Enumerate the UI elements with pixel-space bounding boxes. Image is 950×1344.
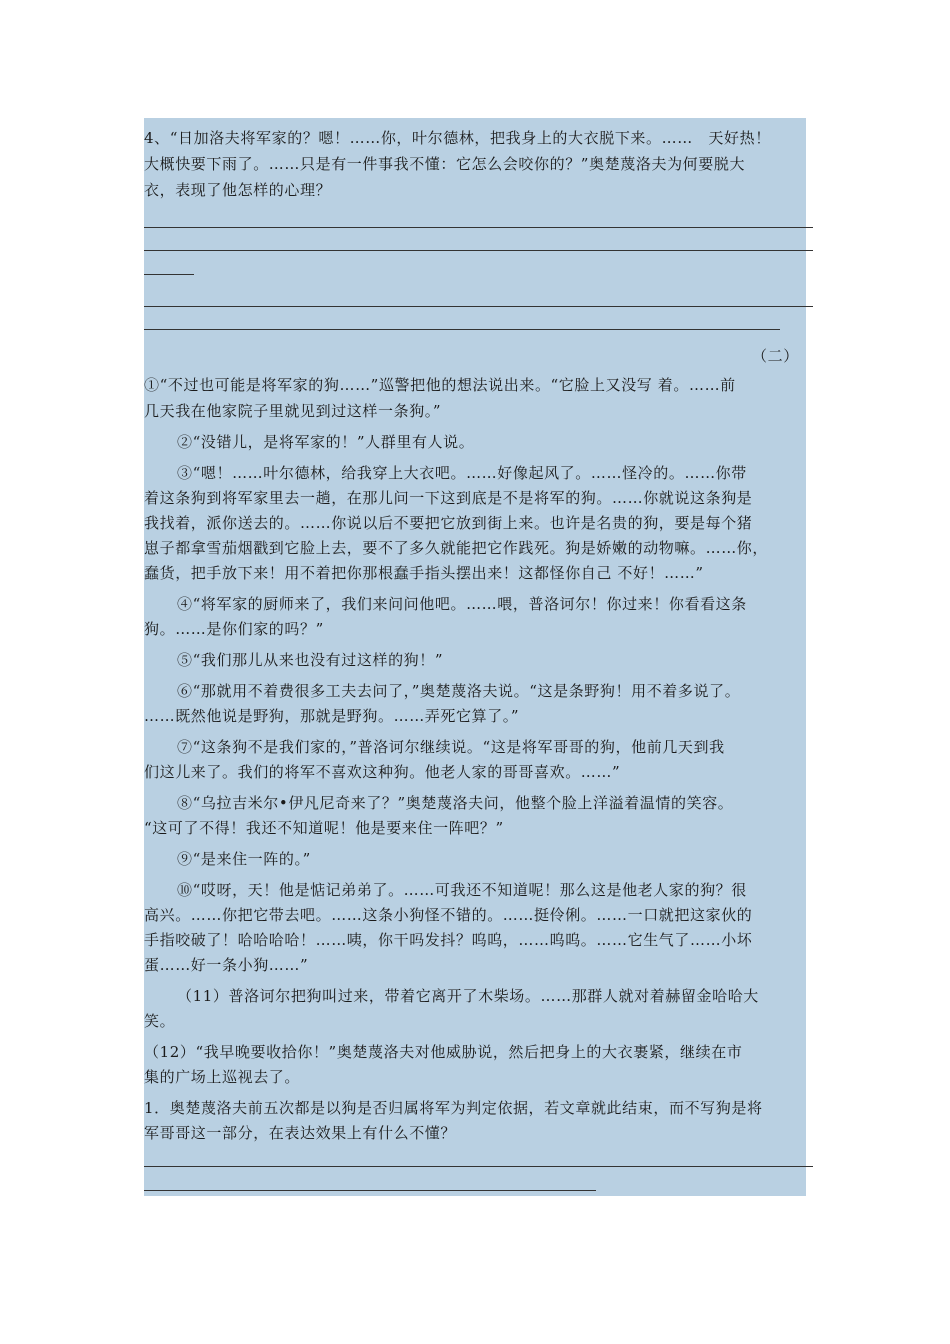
passage-line: 狗。……是你们家的吗？” [144, 620, 324, 638]
passage-line: （11）普洛诃尔把狗叫过来，带着它离开了木柴场。……那群人就对着赫留金哈哈大 [177, 987, 759, 1005]
passage-line: ⑧“乌拉吉米尔•伊凡尼奇来了？”奥楚蔑洛夫问，他整个脸上洋溢着温情的笑容。 [177, 794, 734, 812]
passage-line: ⑦“这条狗不是我们家的，”普洛诃尔继续说。“这是将军哥哥的狗，他前几天到我 [177, 738, 725, 756]
passage-line: 集的广场上巡视去了。 [144, 1068, 301, 1086]
question4-line1: 4、“日加洛夫将军家的？嗯！……你，叶尔德林，把我身上的大衣脱下来。…… 天好热！ [144, 129, 771, 147]
answer-line[interactable] [144, 227, 813, 228]
passage-line: ③“嗯！……叶尔德林，给我穿上大衣吧。……好像起风了。……怪冷的。……你带 [177, 464, 747, 482]
passage-line: 们这儿来了。我们的将军不喜欢这种狗。他老人家的哥哥喜欢。……” [144, 763, 621, 781]
passage-line: ②“没错儿，是将军家的！”人群里有人说。 [177, 433, 475, 451]
passage-line: （12）“我早晚要收拾你！”奥楚蔑洛夫对他威胁说，然后把身上的大衣裹紧，继续在市 [144, 1043, 743, 1061]
passage-line: ⑥“那就用不着费很多工夫去问了，”奥楚蔑洛夫说。“这是条野狗！用不着多说了。 [177, 682, 741, 700]
passage-line: ④“将军家的厨师来了，我们来问问他吧。……喂，普洛诃尔！你过来！你看看这条 [177, 595, 747, 613]
answer-line[interactable] [144, 306, 813, 307]
passage-line: ⑩“哎呀，天！他是惦记弟弟了。……可我还不知道呢！那么这是他老人家的狗？很 [177, 881, 747, 899]
passage-line: 着这条狗到将军家里去一趟，在那儿问一下这到底是不是将军的狗。……你就说这条狗是 [144, 489, 753, 507]
passage-line: 几天我在他家院子里就见到过这样一条狗。” [144, 402, 442, 420]
question1-line1: 1．奥楚蔑洛夫前五次都是以狗是否归属将军为判定依据，若文章就此结束，而不写狗是将 [144, 1099, 763, 1117]
answer-line[interactable] [144, 274, 194, 275]
passage-line: 高兴。……你把它带去吧。……这条小狗怪不错的。……挺伶俐。……一口就把这家伙的 [144, 906, 753, 924]
answer-line[interactable] [144, 250, 813, 251]
passage-line: ①“不过也可能是将军家的狗……”巡警把他的想法说出来。“它脸上又没写 着。……前 [144, 376, 736, 394]
passage-line: 蠢货，把手放下来！用不着把你那根蠢手指头摆出来！这都怪你自己 不好！……” [144, 564, 704, 582]
question1-line2: 军哥哥这一部分，在表达效果上有什么不懂？ [144, 1124, 457, 1142]
answer-line[interactable] [144, 1166, 813, 1167]
answer-line[interactable] [144, 329, 780, 330]
passage-line: 我找着，派你送去的。……你说以后不要把它放到街上来。也许是名贵的狗，要是每个猪 [144, 514, 753, 532]
passage-line: 笑。 [144, 1012, 176, 1030]
question4-line2: 大概快要下雨了。……只是有一件事我不懂：它怎么会咬你的？”奥楚蔑洛夫为何要脱大 [144, 155, 746, 173]
question4-line3: 衣，表现了他怎样的心理？ [144, 181, 332, 199]
passage-line: 手指咬破了！哈哈哈哈！……咦，你干吗发抖？呜呜，……呜呜。……它生气了……小坏 [144, 931, 753, 949]
passage-line: ……既然他说是野狗，那就是野狗。……弄死它算了。” [144, 707, 520, 725]
section-label: （二） [752, 347, 799, 365]
passage-line: ⑨“是来住一阵的。” [177, 850, 311, 868]
passage-line: “这可了不得！我还不知道呢！他是要来住一阵吧？” [144, 819, 504, 837]
passage-line: 崽子都拿雪茄烟戳到它脸上去，要不了多久就能把它作践死。狗是娇嫩的动物嘛。……你， [144, 539, 769, 557]
passage-line: 蛋……好一条小狗……” [144, 956, 309, 974]
passage-line: ⑤“我们那儿从来也没有过这样的狗！” [177, 651, 444, 669]
answer-line[interactable] [144, 1190, 596, 1191]
